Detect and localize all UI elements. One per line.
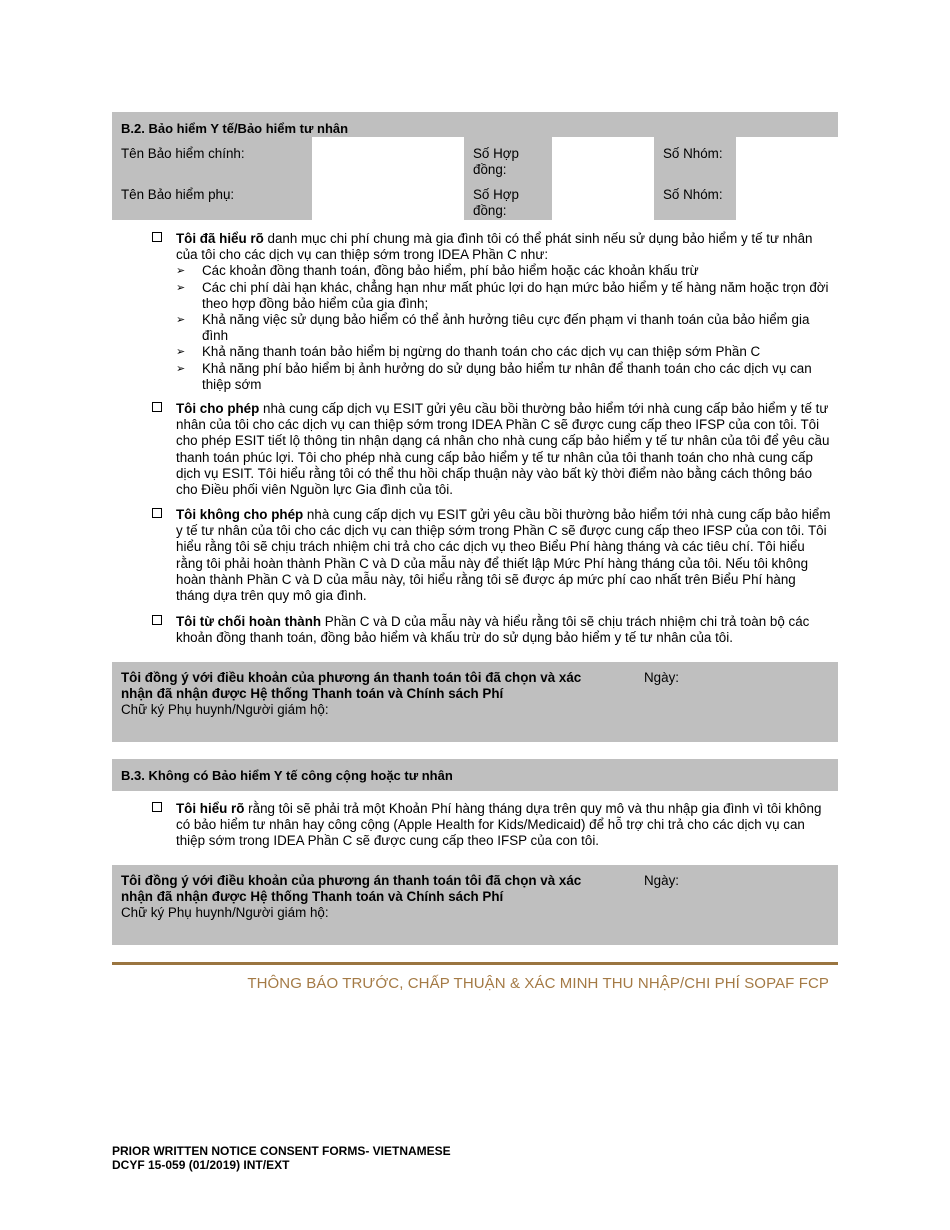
list-item: ➢ Các chi phí dài hạn khác, chẳng hạn như mất phúc lợi do hạn mức bảo hiểm y tế hàng năm hoặc trọn đời theo hợp đồng bảo hiểm của gia đình; [176,279,829,311]
group-label-column [654,137,736,220]
option-no-insurance [152,801,832,850]
arrow-bullet-icon: ➢ [176,265,186,278]
option-permit [152,401,832,498]
insurance-label-column [112,137,312,220]
date-label[interactable]: Ngày: [644,873,679,888]
arrow-bullet-icon: ➢ [176,314,186,327]
section-b2-heading: B.2. Bảo hiểm Y tế/Bảo hiểm tư nhân [112,112,838,137]
list-item: ➢ Khả năng việc sử dụng bảo hiểm có thể ảnh hưởng tiêu cực đến phạm vi thanh toán của bảo hiểm gia đình [176,312,810,344]
signature-block-b3 [112,865,838,945]
secondary-insurance-field[interactable] [312,178,464,220]
agreement-statement: Tôi đồng ý với điều khoản của phương án thanh toán tôi đã chọn và xác nhận đã nhận được Hệ thống Thanh toán và Chính sách Phí [121,670,582,701]
primary-contract-label: Số Hợp đồng: [473,146,519,177]
option-understand [152,231,832,393]
insurance-grid [112,137,838,220]
footer-divider [112,962,838,965]
not-permit-checkbox[interactable] [152,508,162,518]
secondary-insurance-label: Tên Bảo hiểm phụ: [121,187,235,202]
secondary-contract-label: Số Hợp đồng: [473,187,519,218]
parent-signature-label[interactable]: Chữ ký Phụ huynh/Người giám hộ: [121,905,329,920]
arrow-bullet-icon: ➢ [176,281,186,294]
form-name: PRIOR WRITTEN NOTICE CONSENT FORMS- VIETNAMESE [112,1144,451,1158]
form-identifier [112,1144,451,1172]
option-permit-text: Tôi cho phép nhà cung cấp dịch vụ ESIT gửi yêu cầu bồi thường bảo hiểm tới nhà cung cấp bảo hiểm y tế tư nhân của tôi cho các dịch vụ can thiệp sớm trong IDEA Phần C sẽ được cung cấp theo IFSP của con tôi. Tôi cho phép ESIT tiết lộ thông tin nhận dạng cá nhân cho nhà cung cấp bảo hiểm y tế tư nhân của tôi để yêu cầu thanh toán phúc lợi. Tôi cho phép nhà cung cấp bảo hiểm y tế tư nhân của tôi thanh toán cho nhà cung cấp dịch vụ ESIT. Tôi hiểu rằng tôi có thể thu hồi chấp thuận này vào bất kỳ thời điểm nào bằng cách thông báo cho Điều phối viên Nguồn lực Gia đình của tôi. [176,401,830,498]
contract-label-column [464,137,552,220]
no-insurance-checkbox[interactable] [152,802,162,812]
form-number: DCYF 15-059 (01/2019) INT/EXT [112,1158,290,1172]
primary-contract-field[interactable] [552,137,654,178]
primary-group-label: Số Nhóm: [663,146,723,161]
option-not-permit [152,507,832,604]
secondary-group-label: Số Nhóm: [663,187,723,202]
primary-insurance-label: Tên Bảo hiểm chính: [121,146,245,161]
date-label[interactable]: Ngày: [644,670,679,685]
list-item: ➢ Các khoản đồng thanh toán, đồng bảo hiểm, phí bảo hiểm hoặc các khoản khấu trừ [176,263,699,279]
refuse-checkbox[interactable] [152,615,162,625]
understand-checkbox[interactable] [152,232,162,242]
list-item: ➢ Khả năng thanh toán bảo hiểm bị ngừng do thanh toán cho các dịch vụ can thiệp sớm Phần C [176,344,761,360]
option-not-permit-text: Tôi không cho phép nhà cung cấp dịch vụ ESIT gửi yêu cầu bồi thường bảo hiểm tới nhà cung cấp bảo hiểm y tế tư nhân của tôi cho các dịch vụ can thiệp sớm trong Phần C sẽ được cung cấp theo IFSP của con tôi. Tôi hiểu rằng tôi sẽ chịu trách nhiệm chi trả cho các dịch vụ theo Biểu Phí hàng tháng và các tiêu chí. Tôi hiểu rằng tôi phải hoàn thành Phần C và D của mẫu này để thiết lập Mức Phí hàng tháng của tôi. Nếu tôi không hoàn thành Phần C và D của mẫu này, tôi hiểu rằng tôi sẽ được áp mức phí cao nhất trên Biểu Phí hàng tháng dựa trên quy mô gia đình. [176,507,831,604]
arrow-bullet-icon: ➢ [176,362,186,375]
section-b3-heading: B.3. Không có Bảo hiểm Y tế công cộng hoặc tư nhân [112,759,838,791]
arrow-bullet-icon: ➢ [176,346,186,359]
primary-insurance-field[interactable] [312,137,464,178]
option-refuse-text: Tôi từ chối hoàn thành Phần C và D của mẫu này và hiểu rằng tôi sẽ chịu trách nhiệm chi trả toàn bộ các khoản đồng thanh toán, đồng bảo hiểm và khấu trừ do sử dụng bảo hiểm y tế tư nhân của tôi. [176,614,810,646]
signature-block-b2 [112,662,838,742]
footer-title: THÔNG BÁO TRƯỚC, CHẤP THUẬN & XÁC MINH THU NHẬP/CHI PHÍ SOPAF FCP [247,975,829,992]
agreement-statement: Tôi đồng ý với điều khoản của phương án thanh toán tôi đã chọn và xác nhận đã nhận được Hệ thống Thanh toán và Chính sách Phí [121,873,582,904]
secondary-group-field[interactable] [736,178,838,220]
option-understand-text: Tôi đã hiểu rõ danh mục chi phí chung mà gia đình tôi có thể phát sinh nếu sử dụng bảo hiểm y tế tư nhân của tôi cho các dịch vụ can thiệp sớm trong IDEA Phần C như: [176,231,813,263]
option-refuse [152,614,832,646]
option-no-insurance-text: Tôi hiểu rõ rằng tôi sẽ phải trả một Khoản Phí hàng tháng dựa trên quy mô và thu nhập gia đình vì tôi không có bảo hiểm tư nhân hay công cộng (Apple Health for Kids/Medicaid) để hỗ trợ chi trả cho các dịch vụ can thiệp sớm trong IDEA Phần C sẽ được cung cấp theo IFSP của con tôi. [176,801,822,849]
cost-list [176,263,832,393]
parent-signature-label[interactable]: Chữ ký Phụ huynh/Người giám hộ: [121,702,329,717]
secondary-contract-field[interactable] [552,178,654,220]
list-item: ➢ Khả năng phí bảo hiểm bị ảnh hưởng do sử dụng bảo hiểm tư nhân để thanh toán cho các dịch vụ can thiệp sớm [176,360,812,392]
primary-group-field[interactable] [736,137,838,178]
permit-checkbox[interactable] [152,402,162,412]
